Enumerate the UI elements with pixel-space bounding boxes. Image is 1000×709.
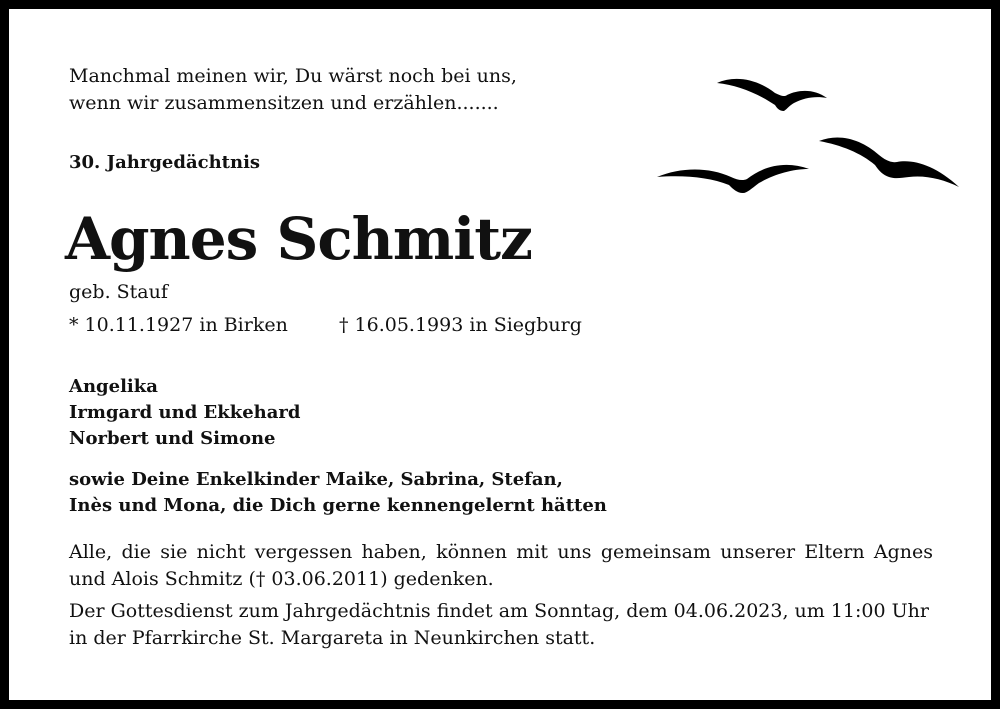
service-paragraph: Der Gottesdienst zum Jahrgedächtnis findet am Sonntag, dem 04.06.2023, um 11:00 Uhr in der Pfarrkirche St. Margareta in Neunkirchen statt. xyxy=(69,600,929,649)
grandchildren-text xyxy=(69,467,607,519)
family-member: Angelika xyxy=(69,376,158,397)
bird-icon xyxy=(819,137,959,187)
family-member: Norbert und Simone xyxy=(69,428,276,449)
poem-text xyxy=(69,63,589,117)
poem-line: wenn wir zusammensitzen und erzählen....... xyxy=(69,92,499,114)
bird-icon xyxy=(717,79,827,111)
family-list xyxy=(69,374,301,452)
flying-birds-icon xyxy=(647,65,967,205)
grandchildren-line: Inès und Mona, die Dich gerne kennengelernt hätten xyxy=(69,495,607,516)
birth-info: * 10.11.1927 in Birken xyxy=(69,314,288,336)
maiden-name: geb. Stauf xyxy=(69,281,168,303)
poem-line: Manchmal meinen wir, Du wärst noch bei uns, xyxy=(69,65,517,87)
bird-icon xyxy=(657,165,809,193)
remembrance-paragraph: Alle, die sie nicht vergessen haben, können mit uns gemeinsam unserer Eltern Agnes und Alois Schmitz († 03.06.2011) gedenken. xyxy=(69,541,933,590)
deceased-name: Agnes Schmitz xyxy=(65,205,532,273)
grandchildren-line: sowie Deine Enkelkinder Maike, Sabrina, Stefan, xyxy=(69,469,563,490)
anniversary-label: 30. Jahrgedächtnis xyxy=(69,152,261,173)
family-member: Irmgard und Ekkehard xyxy=(69,402,301,423)
death-info: † 16.05.1993 in Siegburg xyxy=(339,314,582,336)
